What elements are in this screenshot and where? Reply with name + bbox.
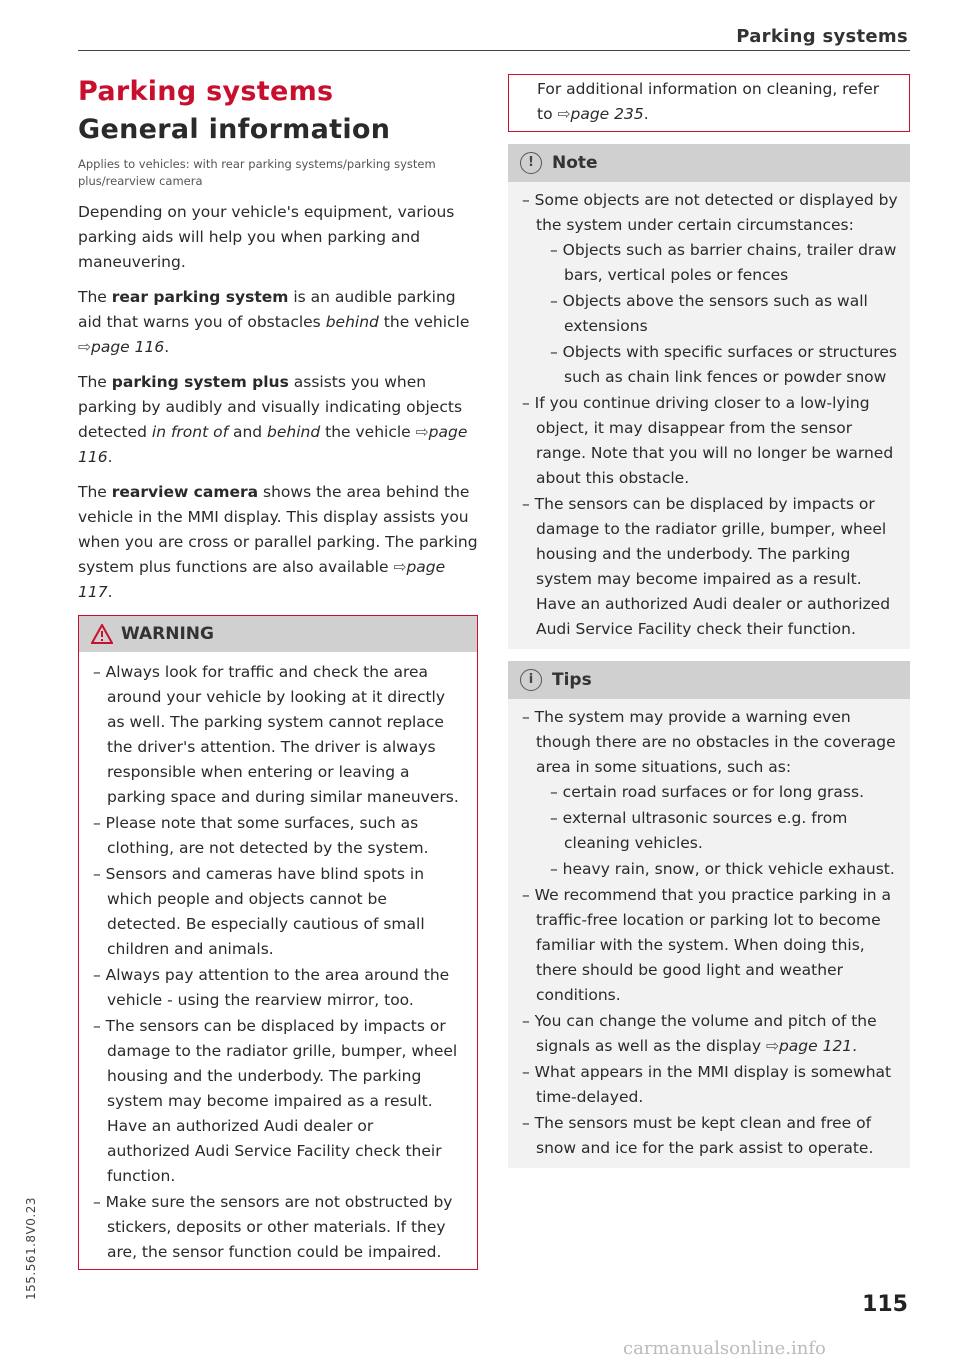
list-item: – The sensors can be displaced by impacts or damage to the radiator grille, bumper, wheel housing and the underbody. The parking system may become impaired as a result. Have an authorized Audi dealer or authorized Audi Service Facility check their function. (93, 1017, 458, 1185)
tips-list (508, 705, 910, 1168)
list-item: – certain road surfaces or for long grass. (550, 783, 864, 801)
tips-title: Tips (552, 670, 592, 690)
list-item: – We recommend that you practice parking in a traffic-free location or parking lot to become familiar with the system. When doing this, there should be good light and weather conditions. (522, 886, 892, 1004)
list-item: – Some objects are not detected or displayed by the system under certain circumstances: – Objects such as barrier chains, trailer draw bars, vertical poles or fences – Objects above the sensors such as wall extensions – Objects with specific surfaces or structures such as chain link fences or powder snow (522, 188, 898, 390)
page-number: 115 (862, 1292, 908, 1317)
page-ref-link[interactable]: ⇨page 116 (78, 338, 165, 356)
left-column (78, 74, 478, 1270)
watermark: carmanualsonline.info (623, 1338, 826, 1359)
term-rear-parking-system: rear parking system (111, 288, 289, 306)
list-item: – You can change the volume and pitch of the signals as well as the display ⇨page 121. (522, 1012, 877, 1055)
page-ref-link[interactable]: ⇨page 121 (765, 1037, 853, 1055)
chapter-title: Parking systems (78, 76, 334, 107)
page-ref-link[interactable]: ⇨page 116 (78, 423, 468, 466)
arrow-right-icon: ⇨ (415, 423, 429, 441)
list-item: – Objects with specific surfaces or structures such as chain link fences or powder snow (550, 343, 897, 386)
list-item: – Sensors and cameras have blind spots in which people and objects cannot be detected. Be especially cautious of small children and animals. (93, 865, 425, 958)
list-item: – Objects such as barrier chains, trailer draw bars, vertical poles or fences (550, 241, 897, 284)
list-item: – heavy rain, snow, or thick vehicle exhaust. (550, 860, 895, 878)
note-title: Note (552, 153, 598, 173)
header-rule (78, 50, 910, 51)
cleaning-info-box: For additional information on cleaning, refer to ⇨page 235. (508, 74, 910, 132)
list-item: – Make sure the sensors are not obstructed by stickers, deposits or other materials. If they are, the sensor function could be impaired. (93, 1193, 453, 1261)
arrow-right-icon: ⇨ (393, 558, 407, 576)
info-circle-icon: i (520, 669, 542, 691)
arrow-right-icon: ⇨ (765, 1037, 779, 1055)
list-item: – The system may provide a warning even though there are no obstacles in the coverage area in some situations, such as: – certain road surfaces or for long grass. – external ultrasonic sources e.g. from cleaning vehicles. – heavy rain, snow, or thick vehicle exhaust. (522, 705, 898, 882)
tips-header (508, 661, 910, 699)
list-item: – What appears in the MMI display is somewhat time-delayed. (522, 1063, 892, 1106)
applies-note: Applies to vehicles: with rear parking systems/parking system plus/rearview camera (78, 157, 436, 188)
tips-sublist (536, 780, 898, 882)
warning-triangle-icon (91, 624, 113, 644)
warning-list (79, 660, 477, 1265)
list-item: – Objects above the sensors such as wall extensions (550, 292, 868, 335)
list-item: – Always look for traffic and check the area around your vehicle by looking at it directly as well. The parking system cannot replace the driver's attention. The driver is always responsible when entering or leaving a parking space and during similar maneuvers. (93, 663, 459, 806)
arrow-right-icon: ⇨ (557, 105, 571, 123)
list-item: – If you continue driving closer to a low-lying object, it may disappear from the sensor range. Note that you will no longer be warned about this obstacle. (522, 394, 894, 487)
list-item: – The sensors must be kept clean and free of snow and ice for the park assist to operate. (522, 1114, 874, 1157)
tips-box (508, 661, 910, 1168)
intro-paragraph: Depending on your vehicle's equipment, various parking aids will help you when parking and maneuvering. (78, 203, 455, 271)
rear-parking-paragraph: The rear parking system is an audible parking aid that warns you of obstacles behind the vehicle ⇨page 116. (78, 288, 470, 356)
note-box (508, 144, 910, 649)
rearview-camera-paragraph: The rearview camera shows the area behind the vehicle in the MMI display. This display assists you when you are cross or parallel parking. The parking system plus functions are also available ⇨page 117. (78, 483, 478, 601)
list-item: – Please note that some surfaces, such as clothing, are not detected by the system. (93, 814, 429, 857)
note-sublist (536, 238, 898, 390)
term-parking-system-plus: parking system plus (111, 373, 289, 391)
list-item: – external ultrasonic sources e.g. from cleaning vehicles. (550, 809, 848, 852)
warning-title: WARNING (121, 624, 214, 644)
arrow-right-icon: ⇨ (78, 338, 91, 356)
note-list (508, 188, 910, 649)
document-code: 155.561.8V0.23 (24, 1197, 38, 1300)
running-header: Parking systems (736, 26, 908, 47)
exclamation-circle-icon: ! (520, 152, 542, 174)
term-rearview-camera: rearview camera (111, 483, 259, 501)
page-ref-link[interactable]: ⇨page 117 (78, 558, 446, 601)
warning-header (79, 616, 477, 652)
page-ref-link[interactable]: ⇨page 235 (557, 105, 644, 123)
list-item: – The sensors can be displaced by impacts or damage to the radiator grille, bumper, wheel housing and the underbody. The parking system may become impaired as a result. Have an authorized Audi dealer or authorized Audi Service Facility check their function. (522, 495, 891, 638)
warning-box (78, 615, 478, 1270)
parking-plus-paragraph: The parking system plus assists you when parking by audibly and visually indicating objects detected in front of and behind the vehicle ⇨page 116. (78, 373, 468, 466)
section-title: General information (78, 114, 391, 145)
note-header (508, 144, 910, 182)
list-item: – Always pay attention to the area around the vehicle - using the rearview mirror, too. (93, 966, 450, 1009)
right-column (508, 74, 910, 1168)
